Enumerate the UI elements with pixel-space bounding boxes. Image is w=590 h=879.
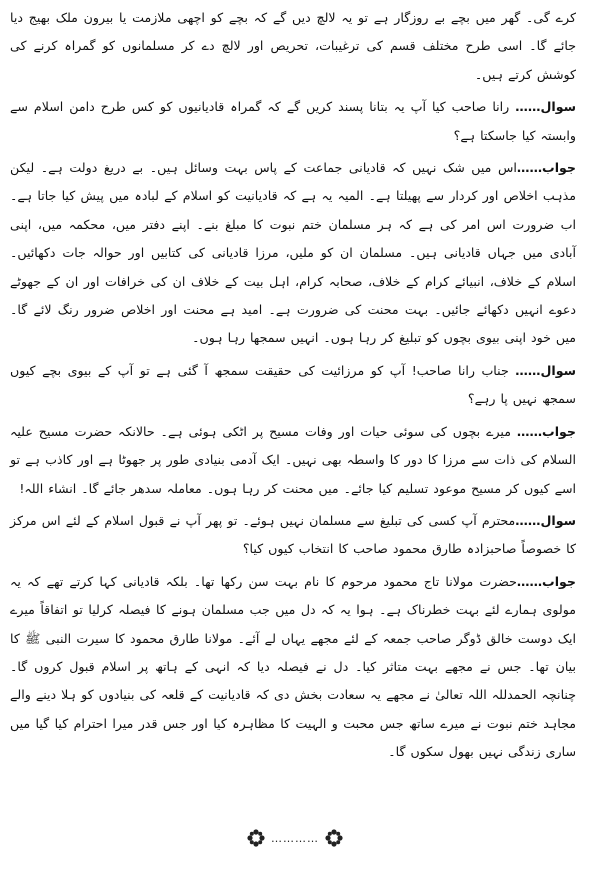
flower-ornament-icon xyxy=(325,829,343,847)
answer-label: جواب…… xyxy=(516,160,576,176)
ornament-dots: ………… xyxy=(271,831,319,845)
paragraph-text: میرے بچوں کی سوئی حیات اور وفات مسیح پر اٹکی ہوئی ہے۔ حالانکہ حضرت مسیح علیہ السلام کی ذات سے مرزا کا دور کا واسطہ بھی نہیں۔ ایک آدمی بنیادی طور پر جھوٹا ہے اور کاذب ہے تو اسے کیوں کر مسیح موعود تسلیم کیا جائے۔ میں محنت کر رہا ہوں۔ معاملہ سدھر جائے گا۔ انشاء اللہ! xyxy=(10,423,576,496)
section-end-ornament xyxy=(0,828,590,848)
answer-label: جواب…… xyxy=(516,573,576,589)
question-label: سوال…… xyxy=(515,362,576,378)
paragraph-text: رانا صاحب کیا آپ یہ بتانا پسند کریں گے کہ گمراہ قادیانیوں کو کس طرح دامن اسلام سے وابستہ کیا جاسکتا ہے؟ xyxy=(10,99,576,143)
paragraph-text: جناب رانا صاحب! آپ کو مرزائیت کی حقیقت سمجھ آ گئی ہے تو آپ کے بیوی بچے کیوں سمجھ نہیں پا رہے؟ xyxy=(10,362,576,407)
paragraph-text: محترم آپ کسی کی تبلیغ سے مسلمان نہیں ہوئے۔ تو پھر آپ نے قبول اسلام کے لئے اس مرکز کا خصوصاً صاحبزادہ طارق محمود صاحب کا انتخاب کیوں کیا؟ xyxy=(10,512,576,557)
paragraph-question-2 xyxy=(10,357,576,414)
paragraph-answer-1 xyxy=(10,154,576,353)
paragraph-text: حضرت مولانا تاج محمود مرحوم کا نام بہت سن رکھا تھا۔ بلکہ قادیانی کہا کرتے تھے کہ یہ مولوی ہمارے لئے بہت خطرناک ہے۔ ہوا یہ کہ دل میں جب مسلمان ہونے کا فیصلہ کرلیا تو اتفاقاً میرے ایک دوست خالق ڈوگر صاحب جمعہ کے لئے مجھے یہاں لے آئے۔ مولانا طارق محمود کا سیرت النبی ﷺ کا بیان تھا۔ جس نے مجھے بہت متاثر کیا۔ دل نے فیصلہ دیا کہ انہی کے ہاتھ پر اسلام قبول کروں گا۔ چنانچہ الحمدللہ اللہ تعالیٰ نے مجھے یہ سعادت بخش دی کہ قادیانیت کے قلعہ کی بنیادوں کو ہلا دینے والے مجاہد ختم نبوت نے میرے ساتھ جس محبت و الہیت کا مظاہرہ کیا اور جس قدر میرا احترام کیا گیا میں ساری زندگی نہیں بھول سکوں گا۔ xyxy=(10,573,576,760)
question-label: سوال…… xyxy=(515,99,576,115)
flower-ornament-icon xyxy=(247,829,265,847)
paragraph-question-3 xyxy=(10,507,576,564)
paragraph-answer-3 xyxy=(10,568,576,767)
paragraph-intro xyxy=(10,4,576,89)
paragraph-text: کرے گی۔ گھر میں بچے بے روزگار ہے تو یہ لالچ دیں گے کہ بچے کو اچھی ملازمت یا بیرون ملک بھیج دیا جائے گا۔ اسی طرح مختلف قسم کی ترغیبات، تحریص اور لالچ دے کر مسلمانوں کو گمراہ کرنے کی کوشش کرتے ہیں۔ xyxy=(10,10,576,82)
answer-label: جواب…… xyxy=(516,423,576,439)
paragraph-answer-2 xyxy=(10,418,576,503)
paragraph-text: اس میں شک نہیں کہ قادیانی جماعت کے پاس بہت وسائل ہیں۔ بے دریغ دولت ہے۔ لیکن مذہب اخلاص اور کردار سے پھیلتا ہے۔ المیہ یہ ہے کہ قادیانیت کو اسلام کے لبادہ میں پیش کیا جاتا ہے۔ اب ضرورت اس امر کی ہے کہ ہر مسلمان ختم نبوت کا مبلغ بنے۔ اپنے دفتر میں، محکمہ میں، اپنی آبادی میں جہاں قادیانی ہیں۔ مسلمان ان کو ملیں، مرزا قادیانی کی کتابیں اور حوالہ جات دکھائیں۔ اسلام کے خلاف، انبیائے کرام کے خلاف، صحابہ کرام، اہل بیت کے خلاف ان کی خرافات اور ان کے جھوٹے دعوے انہیں دکھائے جائیں۔ بہت محنت کی ضرورت ہے۔ امید ہے محنت اور اخلاص ضرور رنگ لائے گا۔ میں خود اپنی بیوی بچوں کو تبلیغ کر رہا ہوں۔ انہیں سمجھا رہا ہوں۔ xyxy=(10,160,576,346)
question-label: سوال…… xyxy=(515,512,576,528)
paragraph-question-1 xyxy=(10,93,576,150)
